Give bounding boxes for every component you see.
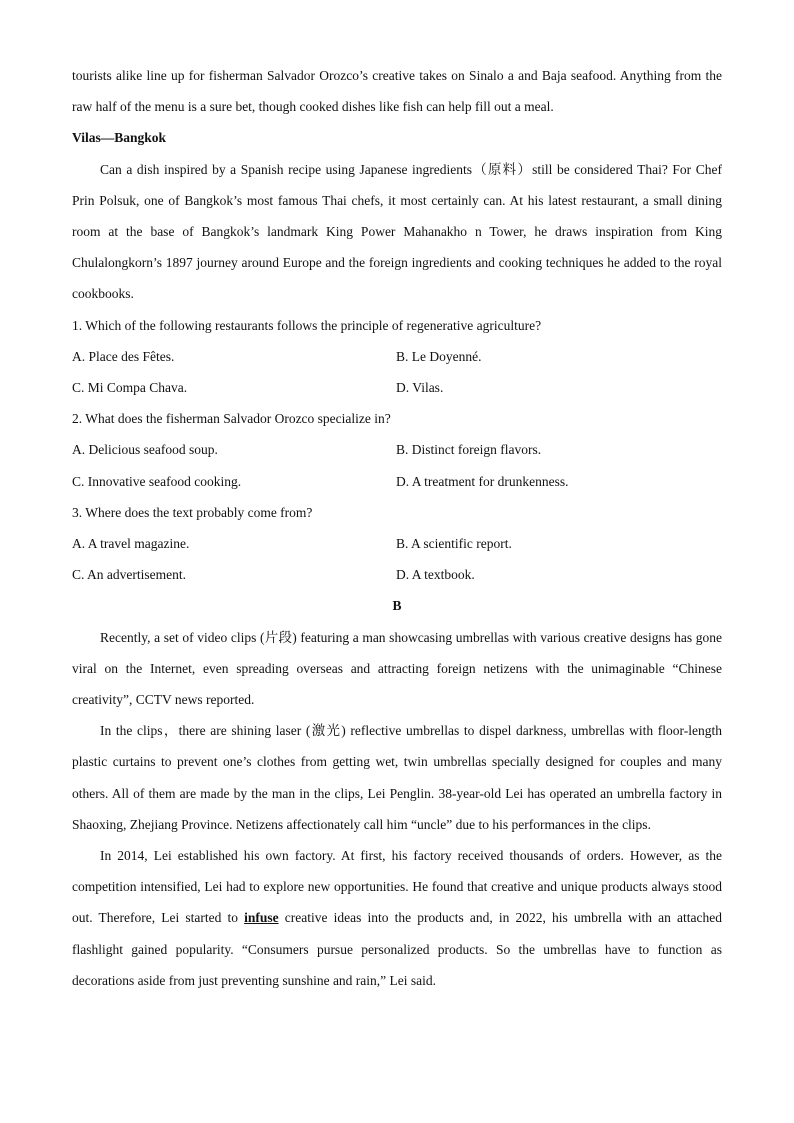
option-a: A. Delicious seafood soup. (72, 442, 218, 458)
option-b: B. Distinct foreign flavors. (396, 442, 542, 458)
option-d: D. A textbook. (396, 567, 475, 583)
paragraph-vilas: Can a dish inspired by a Spanish recipe using Japanese ingredients（原料）still be considered Thai? For Chef Prin Polsuk, one of Bangkok’s most famous Thai chefs, it most certainly can. At his latest restaurant, a small dining room at the base of Bangkok’s landmark King Power Mahanakho n Tower, he draws inspiration from King Chulalongkorn’s 1897 journey around Europe and the foreign ingredients and cooking techniques he added to the royal cookbooks. (72, 161, 722, 302)
options-row (72, 341, 722, 372)
section-label-b: B (392, 598, 402, 614)
options-row (72, 434, 722, 465)
paragraph-b-3 (72, 840, 722, 996)
option-c: C. Mi Compa Chava. (72, 380, 188, 396)
question-2 (72, 403, 722, 497)
option-c: C. Innovative seafood cooking. (72, 473, 242, 489)
option-b: B. Le Doyenné. (396, 348, 482, 364)
options-row (72, 372, 722, 403)
options-row (72, 559, 722, 590)
option-a: A. Place des Fêtes. (72, 348, 175, 364)
options-row (72, 466, 722, 497)
options-row (72, 528, 722, 559)
paragraph-b-3-text-before: In 2014, Lei established his own factory. At first, his factory received thousands of orders. However, as the competition intensified, Lei had to explore new opportunities. He found that creative and unique products always stood out. Therefore, Lei started to (72, 848, 722, 926)
section-heading-vilas: Vilas—Bangkok (72, 130, 167, 146)
paragraph-b-1: Recently, a set of video clips (片段) featuring a man showcasing umbrellas with various creative designs has gone viral on the Internet, even spreading overseas and attracting foreign netizens with the unimaginable “Chinese creativity”, CCTV news reported. (72, 629, 722, 708)
question-3 (72, 497, 722, 591)
paragraph-b-3-text-after: creative ideas into the products and, in 2022, his umbrella with an attached flashlight gained popularity. “Consumers pursue personalized products. So the umbrellas have to function as decorations aside from just preventing sunshine and rain,” Lei said. (72, 910, 722, 988)
paragraph-continued: tourists alike line up for fisherman Salvador Orozco’s creative takes on Sinalo a and Baja seafood. Anything from the raw half of the menu is a sure bet, though cooked dishes like fish can help fill out a meal. (72, 68, 722, 115)
question-stem: 1. Which of the following restaurants follows the principle of regenerative agriculture? (72, 317, 542, 333)
paragraph-b-2: In the clips，there are shining laser (激光) reflective umbrellas to dispel darkness, umbrellas with floor-length plastic curtains to prevent one’s clothes from getting wet, twin umbrellas specially designed for couples and many others. All of them are made by the man in the clips, Lei Penglin. 38-year-old Lei has operated an umbrella factory in Shaoxing, Zhejiang Province. Netizens affectionately call him “uncle” due to his performances in the clips. (72, 723, 722, 832)
option-c: C. An advertisement. (72, 567, 186, 583)
keyword-underlined: infuse (244, 910, 279, 926)
option-b: B. A scientific report. (396, 536, 512, 552)
question-stem: 2. What does the fisherman Salvador Orozco specialize in? (72, 411, 391, 427)
option-a: A. A travel magazine. (72, 536, 190, 552)
question-1 (72, 310, 722, 404)
option-d: D. A treatment for drunkenness. (396, 473, 569, 489)
question-stem: 3. Where does the text probably come from? (72, 504, 313, 520)
document-page (72, 60, 722, 996)
option-d: D. Vilas. (396, 380, 444, 396)
